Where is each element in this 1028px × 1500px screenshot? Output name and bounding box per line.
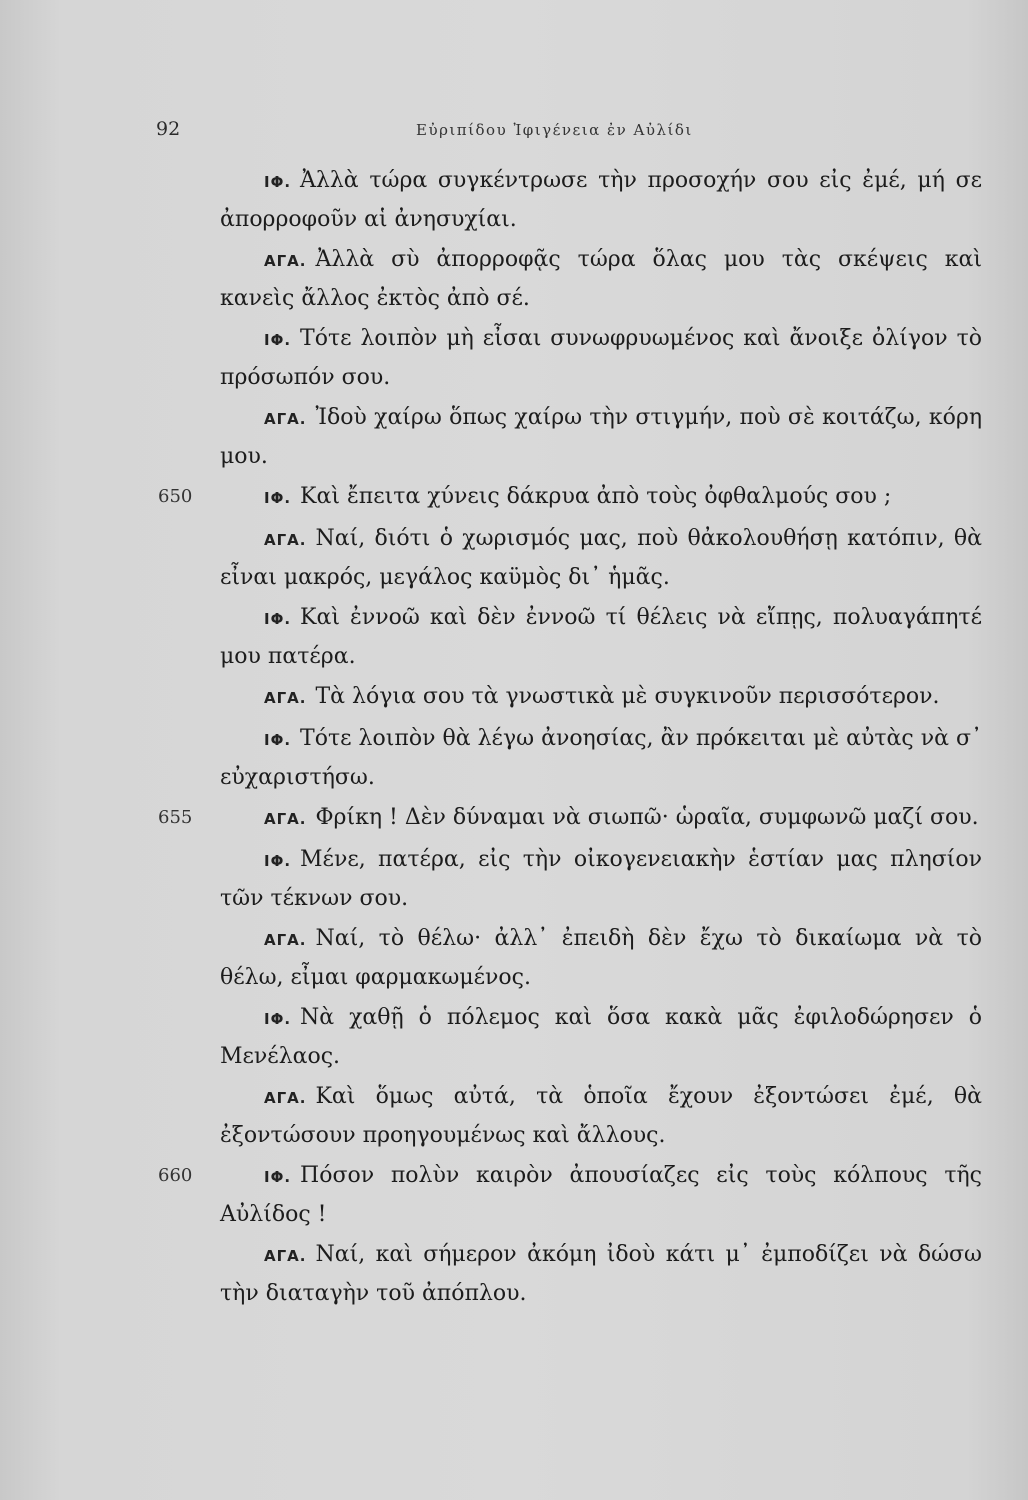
line-number: 655 bbox=[158, 807, 193, 828]
speech-line bbox=[220, 920, 982, 996]
speaker-label: ΙΦ. bbox=[264, 173, 292, 191]
page-number: 92 bbox=[156, 118, 181, 140]
speaker-label: ΙΦ. bbox=[264, 852, 292, 870]
speech-line bbox=[220, 520, 982, 596]
speaker-label: ΙΦ. bbox=[264, 331, 292, 349]
speaker-label: ΑΓΑ. bbox=[264, 1247, 307, 1265]
speaker-label: ΑΓΑ. bbox=[264, 689, 307, 707]
speech-line bbox=[220, 320, 982, 396]
speech-line bbox=[220, 678, 982, 717]
speech-text: Ἀλλὰ σὺ ἀπορροφᾷς τώρα ὅλας μου τὰς σκέψεις καὶ κανεὶς ἄλλος ἐκτὸς ἀπὸ σέ. bbox=[220, 247, 982, 311]
page-header bbox=[156, 118, 986, 148]
speech-line bbox=[220, 241, 982, 317]
speaker-label: ΑΓΑ. bbox=[264, 252, 307, 270]
speech-text: Νὰ χαθῇ ὁ πόλεμος καὶ ὅσα κακὰ μᾶς ἐφιλοδώρησεν ὁ Μενέλαος. bbox=[220, 1005, 982, 1069]
speech-text: Τότε λοιπὸν μὴ εἶσαι συνωφρυωμένος καὶ ἄνοιξε ὀλίγον τὸ πρόσωπόν σου. bbox=[220, 326, 982, 390]
speech-line bbox=[220, 999, 982, 1075]
running-title: Εὐριπίδου Ἰφιγένεια ἐν Αὐλίδι bbox=[416, 121, 693, 139]
speech-text: Τὰ λόγια σου τὰ γνωστικὰ μὲ συγκινοῦν περισσότερον. bbox=[315, 684, 940, 709]
line-number: 660 bbox=[158, 1165, 193, 1186]
speaker-label: ΙΦ. bbox=[264, 1168, 292, 1186]
speech-text: Καὶ ὅμως αὐτά, τὰ ὁποῖα ἔχουν ἐξοντώσει ἐμέ, θὰ ἐξοντώσουν προηγουμένως καὶ ἄλλους. bbox=[220, 1084, 982, 1148]
speech-text: Καὶ ἐννοῶ καὶ δὲν ἐννοῶ τί θέλεις νὰ εἴπῃς, πολυαγάπητέ μου πατέρα. bbox=[220, 605, 982, 669]
line-number: 650 bbox=[158, 486, 193, 507]
speech-text: Πόσον πολὺν καιρὸν ἀπουσίαζες εἰς τοὺς κόλπους τῆς Αὐλίδος ! bbox=[220, 1163, 982, 1227]
dialogue-text bbox=[158, 162, 982, 1315]
speech-text: Ἰδοὺ χαίρω ὅπως χαίρω τὴν στιγμήν, ποὺ σὲ κοιτάζω, κόρη μου. bbox=[220, 405, 982, 469]
speech-line bbox=[158, 478, 982, 517]
speech-text: Τότε λοιπὸν θὰ λέγω ἀνοησίας, ἂν πρόκειται μὲ αὐτὰς νὰ σ᾿ εὐχαριστήσω. bbox=[220, 726, 982, 790]
speech-text: Ναί, διότι ὁ χωρισμός μας, ποὺ θἀκολουθήσῃ κατόπιν, θὰ εἶναι μακρός, μεγάλος καϋμὸς δι᾿ ἡμᾶς. bbox=[220, 526, 982, 590]
speech-line bbox=[220, 399, 982, 475]
speech-text: Ναί, τὸ θέλω· ἀλλ᾿ ἐπειδὴ δὲν ἔχω τὸ δικαίωμα νὰ τὸ θέλω, εἶμαι φαρμακωμένος. bbox=[220, 926, 982, 990]
speaker-label: ΙΦ. bbox=[264, 731, 292, 749]
speech-line bbox=[220, 599, 982, 675]
speech-text: Φρίκη ! Δὲν δύναμαι νὰ σιωπῶ· ὡραῖα, συμφωνῶ μαζί σου. bbox=[315, 805, 979, 830]
speech-text: Καὶ ἔπειτα χύνεις δάκρυα ἀπὸ τοὺς ὀφθαλμούς σου ; bbox=[300, 484, 892, 509]
speaker-label: ΙΦ. bbox=[264, 610, 292, 628]
speech-line bbox=[158, 799, 982, 838]
speech-line bbox=[220, 162, 982, 238]
speech-line bbox=[220, 720, 982, 796]
speaker-label: ΙΦ. bbox=[264, 1010, 292, 1028]
speech-line bbox=[220, 1236, 982, 1312]
speech-line bbox=[220, 841, 982, 917]
speech-line bbox=[158, 1157, 982, 1233]
speaker-label: ΑΓΑ. bbox=[264, 1089, 307, 1107]
speech-text: Ἀλλὰ τώρα συγκέντρωσε τὴν προσοχήν σου εἰς ἐμέ, μή σε ἀπορροφοῦν αἱ ἀνησυχίαι. bbox=[220, 168, 982, 232]
speech-text: Ναί, καὶ σήμερον ἀκόμη ἰδοὺ κάτι μ᾿ ἐμποδίζει νὰ δώσω τὴν διαταγὴν τοῦ ἀπόπλου. bbox=[220, 1242, 982, 1306]
speaker-label: ΑΓΑ. bbox=[264, 531, 307, 549]
speaker-label: ΑΓΑ. bbox=[264, 410, 307, 428]
speaker-label: ΑΓΑ. bbox=[264, 931, 307, 949]
speaker-label: ΑΓΑ. bbox=[264, 810, 307, 828]
speech-text: Μένε, πατέρα, εἰς τὴν οἰκογενειακὴν ἑστίαν μας πλησίον τῶν τέκνων σου. bbox=[220, 847, 982, 911]
speech-line bbox=[220, 1078, 982, 1154]
speaker-label: ΙΦ. bbox=[264, 489, 292, 507]
